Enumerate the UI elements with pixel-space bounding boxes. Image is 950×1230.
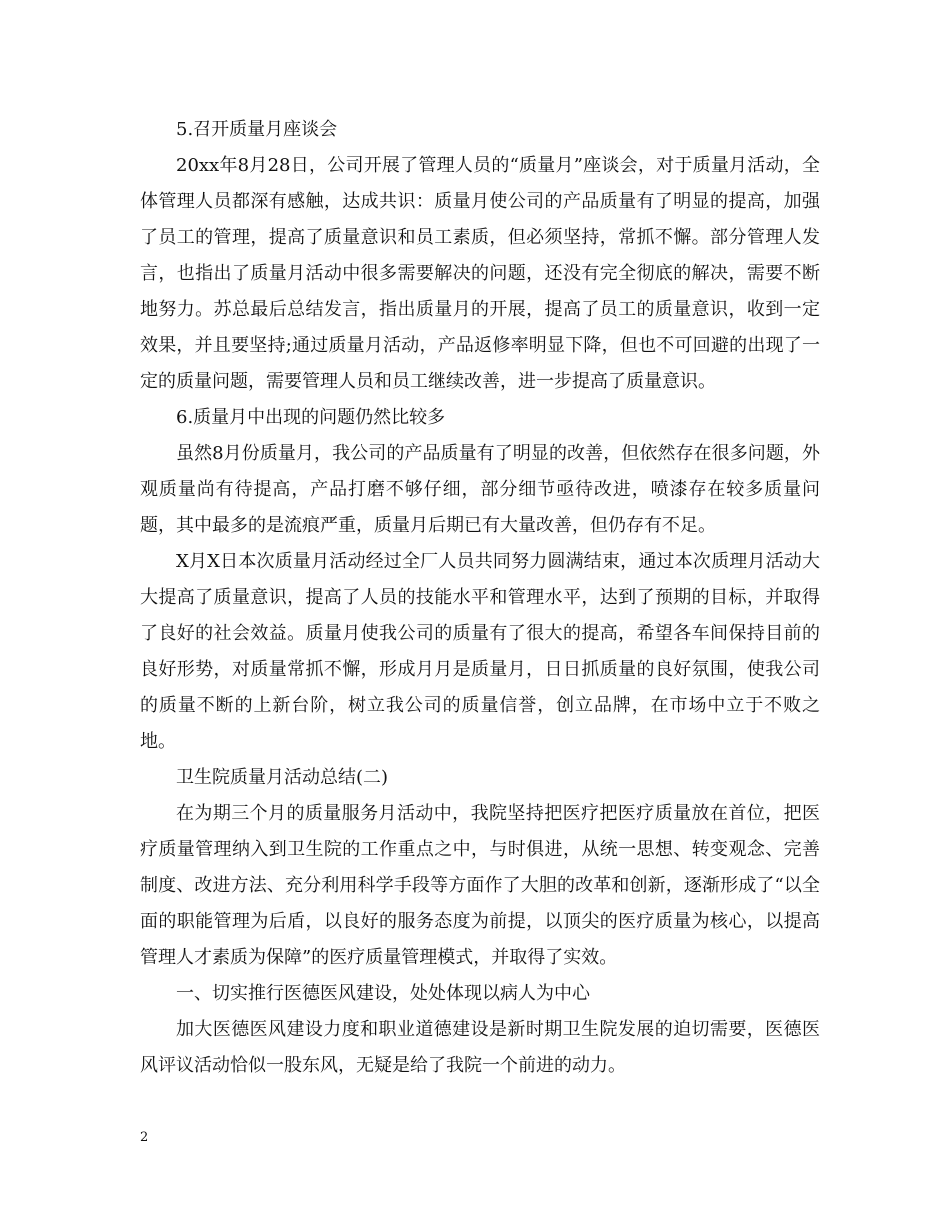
section-heading-1: 一、切实推行医德医风建设，处处体现以病人为中心 [176,983,590,1004]
document-body [140,112,820,1084]
document-subtitle: 卫生院质量月活动总结(二) [176,767,389,788]
section-heading-5: 5.召开质量月座谈会 [176,119,338,140]
body-paragraph: 20xx年8月28日，公司开展了管理人员的“质量月”座谈会，对于质量月活动，全体管理人员都深有感触，达成共识：质量月使公司的产品质量有了明显的提高，加强了员工的管理，提高了质量意识和员工素质，但必须坚持，常抓不懈。部分管理人发言，也指出了质量月活动中很多需要解决的问题，还没有完全彻底的解决，需要不断地努力。苏总最后总结发言，指出质量月的开展，提高了员工的质量意识，收到一定效果，并且要坚持;通过质量月活动，产品返修率明显下降，但也不可回避的出现了一定的质量问题，需要管理人员和员工继续改善，进一步提高了质量意识。 [140,155,820,392]
body-paragraph: 在为期三个月的质量服务月活动中，我院坚持把医疗把医疗质量放在首位，把医疗质量管理纳入到卫生院的工作重点之中，与时俱进，从统一思想、转变观念、完善制度、改进方法、充分利用科学手段等方面作了大胆的改革和创新，逐渐形成了“以全面的职能管理为后盾，以良好的服务态度为前提，以顶尖的医疗质量为核心，以提高管理人才素质为保障”的医疗质量管理模式，并取得了实效。 [140,803,820,968]
body-paragraph: 虽然8月份质量月，我公司的产品质量有了明显的改善，但依然存在很多问题，外观质量尚有待提高，产品打磨不够仔细，部分细节亟待改进，喷漆存在较多质量问题，其中最多的是流痕严重，质量月后期已有大量改善，但仍存有不足。 [140,443,820,536]
body-paragraph: X月X日本次质量月活动经过全厂人员共同努力圆满结束，通过本次质理月活动大大提高了质量意识，提高了人员的技能水平和管理水平，达到了预期的目标，并取得了良好的社会效益。质量月使我公司的质量有了很大的提高，希望各车间保持目前的良好形势，对质量常抓不懈，形成月月是质量月，日日抓质量的良好氛围，使我公司的质量不断的上新台阶，树立我公司的质量信誉，创立品牌，在市场中立于不败之地。 [140,551,820,752]
page-number: 2 [140,1130,149,1145]
section-heading-6: 6.质量月中出现的问题仍然比较多 [176,407,446,428]
body-paragraph: 加大医德医风建设力度和职业道德建设是新时期卫生院发展的迫切需要，医德医风评议活动恰似一股东风，无疑是给了我院一个前进的动力。 [140,1019,820,1076]
